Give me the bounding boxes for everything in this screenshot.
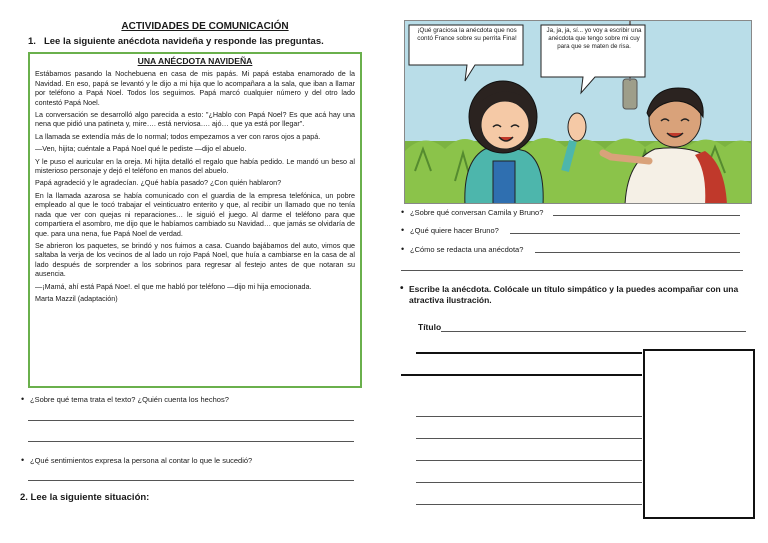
question-1-text: Lee la siguiente anécdota navideña y responde las preguntas. — [43, 36, 324, 47]
writing-line[interactable] — [401, 374, 642, 376]
story-author: Marta Mazzil (adaptación) — [35, 293, 118, 303]
question-redacta: • ¿Cómo se redacta una anécdota? — [410, 245, 523, 254]
story-paragraph: En la llamada azarosa se había comunicado con el guardia de la empresa telefónica, un pobre empleado al que le tocó trabajar el veinticuatro enterito y que, al recibir un llamado que no tenía nada que ver con quejas ni reparaciones… le siguió el juego. Al darme el teléfono para que compartiera el asombro, me dijo que le habíamos cambiado su Navidad… que jamás se olvidaría de que. para una nena, fue Papá Noel de verdad. — [35, 190, 356, 238]
question-2-heading: 2. Lee la siguiente situación: — [20, 492, 150, 503]
story-box — [28, 52, 362, 388]
bubble-bruno-text: Ja, ja, ja, sí... yo voy a escribir una anécdota que tengo sobre mi cuy para que se maten de risa. — [546, 27, 642, 50]
question-1-heading — [28, 36, 324, 47]
writing-line[interactable] — [416, 438, 642, 439]
answer-line[interactable] — [535, 252, 740, 253]
story-paragraph: Estábamos pasando la Nochebuena en casa de mis papás. Mi papá estaba enamorado de la Navidad. En eso, papá se levantó y le dijo a mi hija que lo acompañara a la sala, que iban a llamar por teléfono a Papá Noel. Todos los seguimos. Papá marcó cualquier número y del otro lado contestó Papá Noel. — [35, 69, 355, 107]
writing-instruction: • Escribe la anécdota. Colócale un título simpático y la puedes acompañar con una atractiva ilustración. — [409, 284, 759, 306]
page-title: ACTIVIDADES DE COMUNICACIÓN — [121, 21, 289, 32]
story-paragraph: Se abrieron los paquetes, se brindó y nos fuimos a casa. Cuando bajábamos del auto, vimos que saltaba la verja de los vecinos de al lado un rojo Papá Noel, que huía a cambiarse en la casa de al lado después de sorprender a los sobrinos para regresar al festejo antes de que notaran su ausencia. — [35, 240, 355, 279]
story-paragraph: La llamada se extendía más de lo normal; todos empezamos a ver con raros ojos a papá. — [35, 131, 321, 141]
writing-line[interactable] — [416, 504, 642, 505]
illustration-drawing-box[interactable] — [643, 349, 755, 519]
answer-line[interactable] — [28, 441, 354, 442]
question-1-number: 1. — [28, 36, 36, 47]
illustration-camila-bruno — [404, 20, 752, 204]
story-title: UNA ANÉCDOTA NAVIDEÑA — [137, 56, 253, 66]
story-paragraph: Papá agradeció y le agradecían. ¿Qué había pasado? ¿Con quién hablaron? — [35, 178, 282, 188]
answer-line[interactable] — [28, 480, 354, 481]
title-label: Título — [418, 322, 442, 332]
question-sentimientos: • ¿Qué sentimientos expresa la persona al contar lo que le sucedió? — [30, 456, 252, 465]
question-conversan: • ¿Sobre qué conversan Camila y Bruno? — [410, 208, 543, 217]
answer-line[interactable] — [401, 270, 743, 271]
story-paragraph: La conversación se desarrolló algo parecida a esto: "¿Hablo con Papá Noel? Es que acá hay una nena que pidió una patineta y, mire…. está nerviosa…. ajó… que ya está por llegar". — [35, 110, 355, 129]
title-input-line[interactable] — [441, 331, 746, 332]
answer-line[interactable] — [553, 215, 740, 216]
bubble-camila-text: ¡Qué graciosa la anécdota que nos contó France sobre su perrita Fina! — [417, 27, 517, 42]
answer-line[interactable] — [28, 420, 354, 421]
question-bruno: • ¿Qué quiere hacer Bruno? — [410, 226, 499, 235]
answer-line[interactable] — [510, 233, 740, 234]
writing-line[interactable] — [416, 460, 642, 461]
writing-line[interactable] — [416, 416, 642, 417]
story-paragraph: —¡Mamá, ahí está Papá Noe!. el que me habló por teléfono —dijo mi hija emocionada. — [35, 281, 312, 291]
story-paragraph: Y le puso el auricular en la oreja. Mi hijita detalló el regalo que había pedido. Le mandó un beso al misterioso personaje y dejó el teléfono en manos del abuelo. — [35, 156, 355, 176]
writing-line[interactable] — [416, 352, 642, 354]
writing-line[interactable] — [416, 482, 642, 483]
question-tema: • ¿Sobre qué tema trata el texto? ¿Quién cuenta los hechos? — [30, 395, 229, 404]
story-paragraph: —Ven, hijita; cuéntale a Papá Noel qué le pediste —dijo el abuelo. — [35, 144, 247, 154]
